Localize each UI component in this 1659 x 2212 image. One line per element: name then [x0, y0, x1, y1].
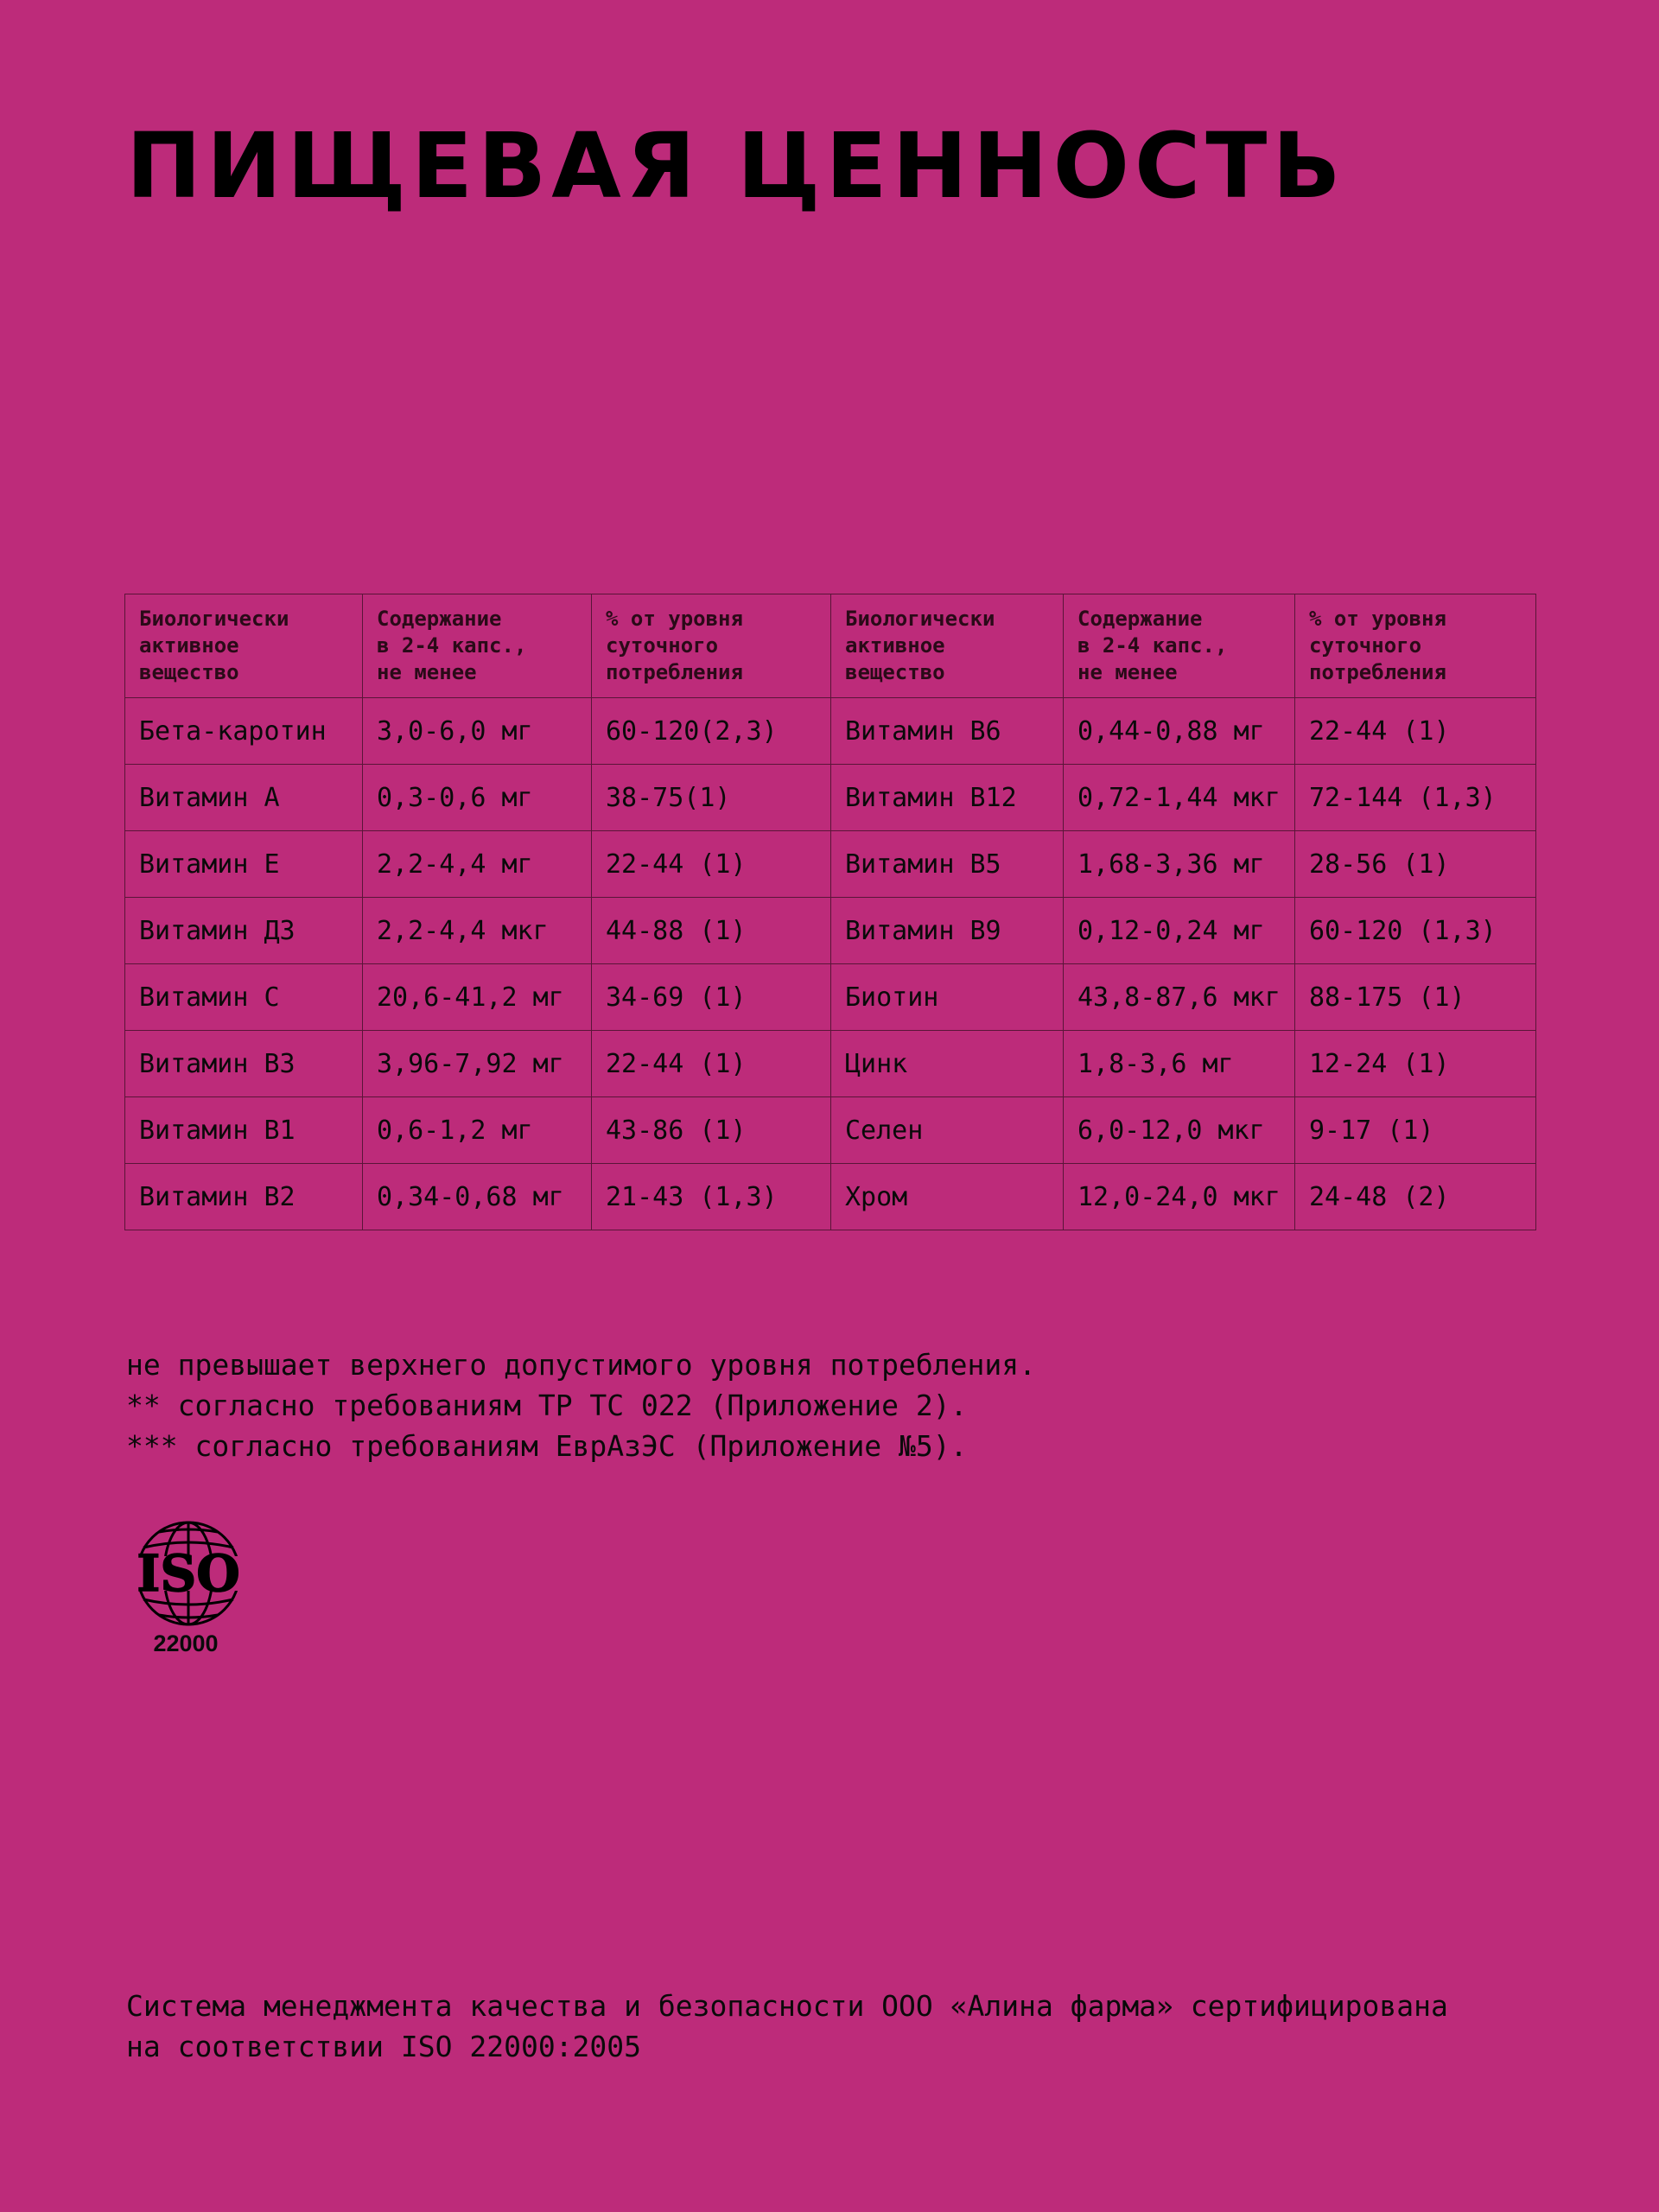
- table-row: [125, 1164, 1536, 1230]
- table-cell: Витамин В2: [125, 1164, 363, 1230]
- header-daily-percent: % от уровня суточного потребления: [1295, 594, 1536, 698]
- header-substance: Биологически активное вещество: [831, 594, 1064, 698]
- table-row: [125, 898, 1536, 964]
- table-row: [125, 831, 1536, 898]
- table-cell: Витамин В12: [831, 765, 1064, 831]
- table-cell: 22-44 (1): [592, 831, 831, 898]
- footnotes: [126, 1344, 1036, 1466]
- table-cell: 0,72-1,44 мкг: [1064, 765, 1295, 831]
- footnote-tr-ts: ** согласно требованиям ТР ТС 022 (Приложение 2).: [126, 1389, 968, 1422]
- table-row: [125, 1097, 1536, 1164]
- table-cell: 44-88 (1): [592, 898, 831, 964]
- header-substance: Биологически активное вещество: [125, 594, 363, 698]
- table-cell: 88-175 (1): [1295, 964, 1536, 1031]
- table-cell: 43-86 (1): [592, 1097, 831, 1164]
- table-header-row: [125, 594, 1536, 698]
- table-cell: 2,2-4,4 мг: [363, 831, 592, 898]
- table-cell: Витамин В9: [831, 898, 1064, 964]
- table-cell: Витамин В5: [831, 831, 1064, 898]
- table-cell: 21-43 (1,3): [592, 1164, 831, 1230]
- table-cell: Хром: [831, 1164, 1064, 1230]
- table-cell: Витамин В1: [125, 1097, 363, 1164]
- table-cell: Витамин В3: [125, 1031, 363, 1097]
- table-cell: 60-120 (1,3): [1295, 898, 1536, 964]
- table-cell: 0,34-0,68 мг: [363, 1164, 592, 1230]
- table-cell: 34-69 (1): [592, 964, 831, 1031]
- header-content: Содержание в 2-4 капс., не менее: [363, 594, 592, 698]
- table-cell: Витамин А: [125, 765, 363, 831]
- iso-logo: [124, 1518, 256, 1657]
- nutrition-table: [124, 594, 1536, 1230]
- table-cell: 0,6-1,2 мг: [363, 1097, 592, 1164]
- footnote-upper-limit: не превышает верхнего допустимого уровня потребления.: [126, 1348, 1036, 1382]
- table-cell: 43,8-87,6 мкг: [1064, 964, 1295, 1031]
- page-title: ПИЩЕВАЯ ЦЕННОСТЬ: [126, 113, 1346, 219]
- table-cell: 3,96-7,92 мг: [363, 1031, 592, 1097]
- table-cell: Витамин Е: [125, 831, 363, 898]
- table-cell: Витамин Д3: [125, 898, 363, 964]
- table-cell: Витамин В6: [831, 698, 1064, 765]
- table-cell: 38-75(1): [592, 765, 831, 831]
- table-row: [125, 1031, 1536, 1097]
- table-cell: 6,0-12,0 мкг: [1064, 1097, 1295, 1164]
- certification-line-1: Система менеджмента качества и безопасности ООО «Алина фарма» сертифицирована: [126, 1989, 1448, 2023]
- table-cell: Биотин: [831, 964, 1064, 1031]
- table-cell: Цинк: [831, 1031, 1064, 1097]
- table-cell: 12,0-24,0 мкг: [1064, 1164, 1295, 1230]
- table-cell: 20,6-41,2 мг: [363, 964, 592, 1031]
- table-cell: 22-44 (1): [1295, 698, 1536, 765]
- table-cell: 60-120(2,3): [592, 698, 831, 765]
- footnote-evrazes: *** согласно требованиям ЕврАзЭС (Приложение №5).: [126, 1429, 968, 1463]
- table-cell: 24-48 (2): [1295, 1164, 1536, 1230]
- header-content: Содержание в 2-4 капс., не менее: [1064, 594, 1295, 698]
- iso-number: 22000: [153, 1630, 219, 1656]
- table-cell: 72-144 (1,3): [1295, 765, 1536, 831]
- table-row: [125, 698, 1536, 765]
- table-cell: 9-17 (1): [1295, 1097, 1536, 1164]
- table-cell: 0,12-0,24 мг: [1064, 898, 1295, 964]
- header-daily-percent: % от уровня суточного потребления: [592, 594, 831, 698]
- table-cell: 3,0-6,0 мг: [363, 698, 592, 765]
- table-cell: 12-24 (1): [1295, 1031, 1536, 1097]
- iso-globe-icon: [124, 1518, 256, 1629]
- table-cell: Витамин С: [125, 964, 363, 1031]
- certification-text: [126, 1986, 1448, 2067]
- table-cell: 28-56 (1): [1295, 831, 1536, 898]
- table-cell: 22-44 (1): [592, 1031, 831, 1097]
- table-cell: 2,2-4,4 мкг: [363, 898, 592, 964]
- table-cell: 1,68-3,36 мг: [1064, 831, 1295, 898]
- certification-line-2: на соответствии ISO 22000:2005: [126, 2030, 642, 2063]
- table-cell: 1,8-3,6 мг: [1064, 1031, 1295, 1097]
- table-cell: 0,44-0,88 мг: [1064, 698, 1295, 765]
- table-cell: 0,3-0,6 мг: [363, 765, 592, 831]
- table-row: [125, 765, 1536, 831]
- table-row: [125, 964, 1536, 1031]
- iso-logo-text: ISO: [137, 1544, 240, 1603]
- table-cell: Бета-каротин: [125, 698, 363, 765]
- table-cell: Селен: [831, 1097, 1064, 1164]
